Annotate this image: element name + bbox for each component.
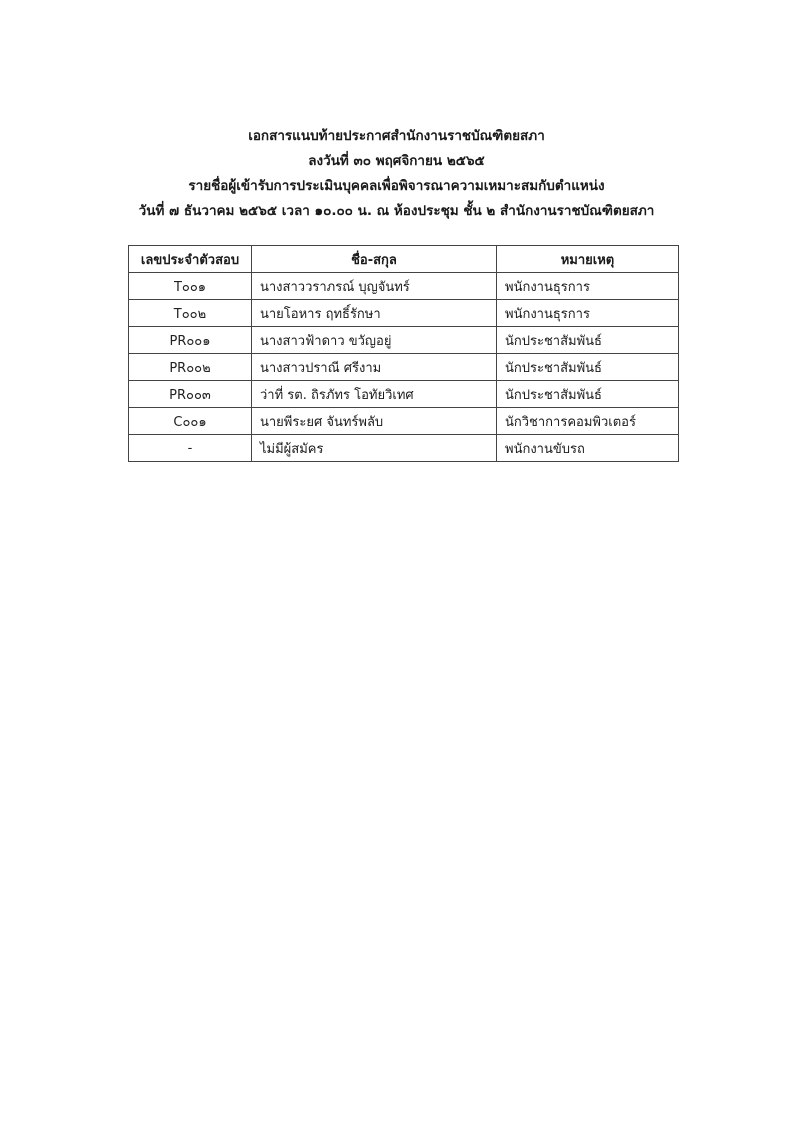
document-subtitle: รายชื่อผู้เข้ารับการประเมินบุคคลเพื่อพิจารณาความเหมาะสมกับตำแหน่ง: [188, 178, 605, 194]
meeting-details: วันที่ ๗ ธันวาคม ๒๕๖๕ เวลา ๑๐.๐๐ น. ณ ห้องประชุม ชั้น ๒ สำนักงานราชบัณฑิตยสภา: [138, 203, 655, 219]
full-name-cell: นางสาวฟ้าดาว ขวัญอยู่: [252, 327, 497, 354]
full-name-cell: นางสาวปราณี ศรีงาม: [252, 354, 497, 381]
full-name-cell: นายโอหาร ฤทธิ์รักษา: [252, 300, 497, 327]
full-name-cell: นางสาววราภรณ์ บุญจันทร์: [252, 273, 497, 300]
table-row: [129, 273, 679, 300]
remarks-cell: นักประชาสัมพันธ์: [497, 381, 679, 408]
exam-id-cell: T๐๐๑: [129, 273, 252, 300]
remarks-cell: พนักงานขับรถ: [497, 435, 679, 462]
remarks-cell: นักวิชาการคอมพิวเตอร์: [497, 408, 679, 435]
exam-id-cell: PR๐๐๓: [129, 381, 252, 408]
document-header: [0, 124, 793, 224]
table-row: [129, 408, 679, 435]
table-row: [129, 327, 679, 354]
exam-id-cell: -: [129, 435, 252, 462]
column-header-exam-id: เลขประจำตัวสอบ: [129, 246, 252, 273]
exam-id-cell: PR๐๐๒: [129, 354, 252, 381]
exam-id-cell: PR๐๐๑: [129, 327, 252, 354]
full-name-cell: นายพีระยศ จันทร์พลับ: [252, 408, 497, 435]
full-name-cell: ว่าที่ รต. ถิรภัทร โอทัยวิเทศ: [252, 381, 497, 408]
document-date: ลงวันที่ ๓๐ พฤศจิกายน ๒๕๖๕: [308, 153, 485, 169]
full-name-cell: ไม่มีผู้สมัคร: [252, 435, 497, 462]
remarks-cell: นักประชาสัมพันธ์: [497, 354, 679, 381]
candidate-table: [128, 245, 679, 462]
remarks-cell: นักประชาสัมพันธ์: [497, 327, 679, 354]
column-header-full-name: ชื่อ-สกุล: [252, 246, 497, 273]
exam-id-cell: T๐๐๒: [129, 300, 252, 327]
document-title: เอกสารแนบท้ายประกาศสำนักงานราชบัณฑิตยสภา: [248, 128, 545, 144]
exam-id-cell: C๐๐๑: [129, 408, 252, 435]
remarks-cell: พนักงานธุรการ: [497, 273, 679, 300]
table-row: [129, 354, 679, 381]
column-header-remarks: หมายเหตุ: [497, 246, 679, 273]
table-row: [129, 300, 679, 327]
table-row: [129, 435, 679, 462]
remarks-cell: พนักงานธุรการ: [497, 300, 679, 327]
table-row: [129, 381, 679, 408]
table-header-row: [129, 246, 679, 273]
